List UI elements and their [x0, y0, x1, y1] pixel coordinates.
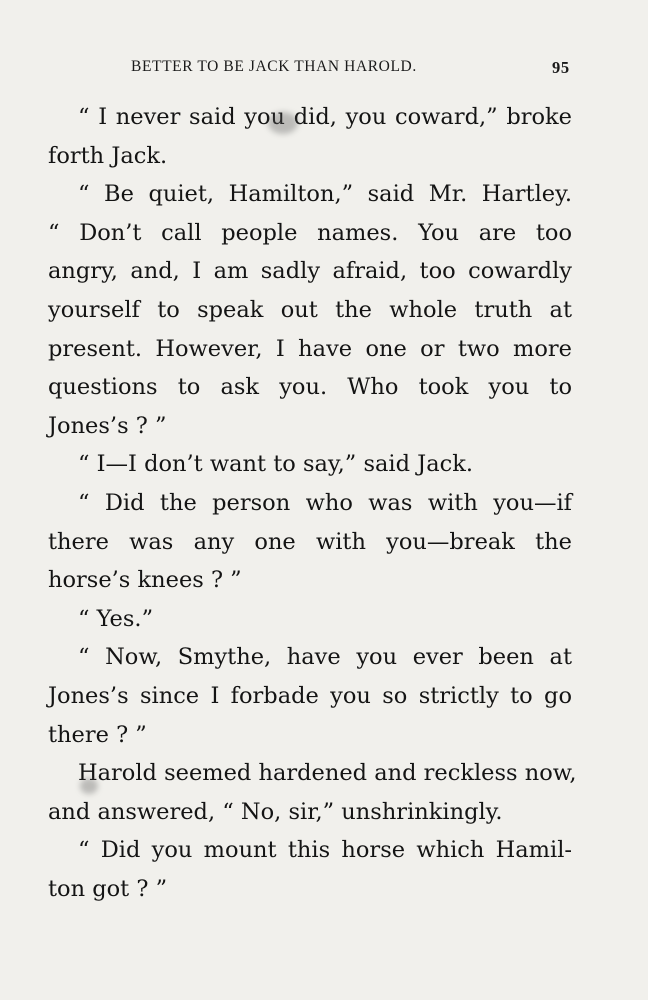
text-line: there ? ” [48, 721, 147, 748]
text-line: ton got ? ” [48, 875, 168, 902]
text-line: there was any one with you—break the [48, 528, 572, 555]
running-head [0, 58, 648, 82]
text-line: “ Be quiet, Hamilton,” said Mr. Hartley. [78, 181, 572, 208]
text-line: Jones’s ? ” [48, 412, 167, 439]
text-line: present. However, I have one or two more [48, 335, 572, 362]
body-text [48, 99, 577, 909]
text-line: yourself to speak out the whole truth at [48, 296, 572, 323]
text-line: forth Jack. [48, 142, 168, 169]
text-line: “ Don’t call people names. You are too [48, 219, 572, 246]
running-head-title: BETTER TO BE JACK THAN HAROLD. [131, 58, 417, 75]
text-line: “ Yes.” [78, 605, 154, 632]
text-line: “ I—I don’t want to say,” said Jack. [78, 451, 473, 478]
text-line: angry, and, I am sadly afraid, too cowardly [48, 258, 572, 285]
text-line: “ Did the person who was with you—if [78, 489, 572, 516]
text-line: and answered, “ No, sir,” unshrinkingly. [48, 798, 503, 825]
ink-smudge [80, 778, 98, 794]
page-number: 95 [552, 58, 570, 77]
text-line: Harold seemed hardened and reckless now, [78, 760, 577, 787]
text-line: Jones’s since I forbade you so strictly to go [48, 682, 572, 709]
text-line: “ I never said you did, you coward,” broke [78, 104, 572, 130]
text-line: “ Did you mount this horse which Hamil- [78, 837, 572, 864]
text-line: “ Now, Smythe, have you ever been at [78, 644, 572, 671]
text-line: horse’s knees ? ” [48, 567, 242, 594]
text-line: questions to ask you. Who took you to [48, 374, 572, 401]
ink-smudge [268, 112, 298, 134]
